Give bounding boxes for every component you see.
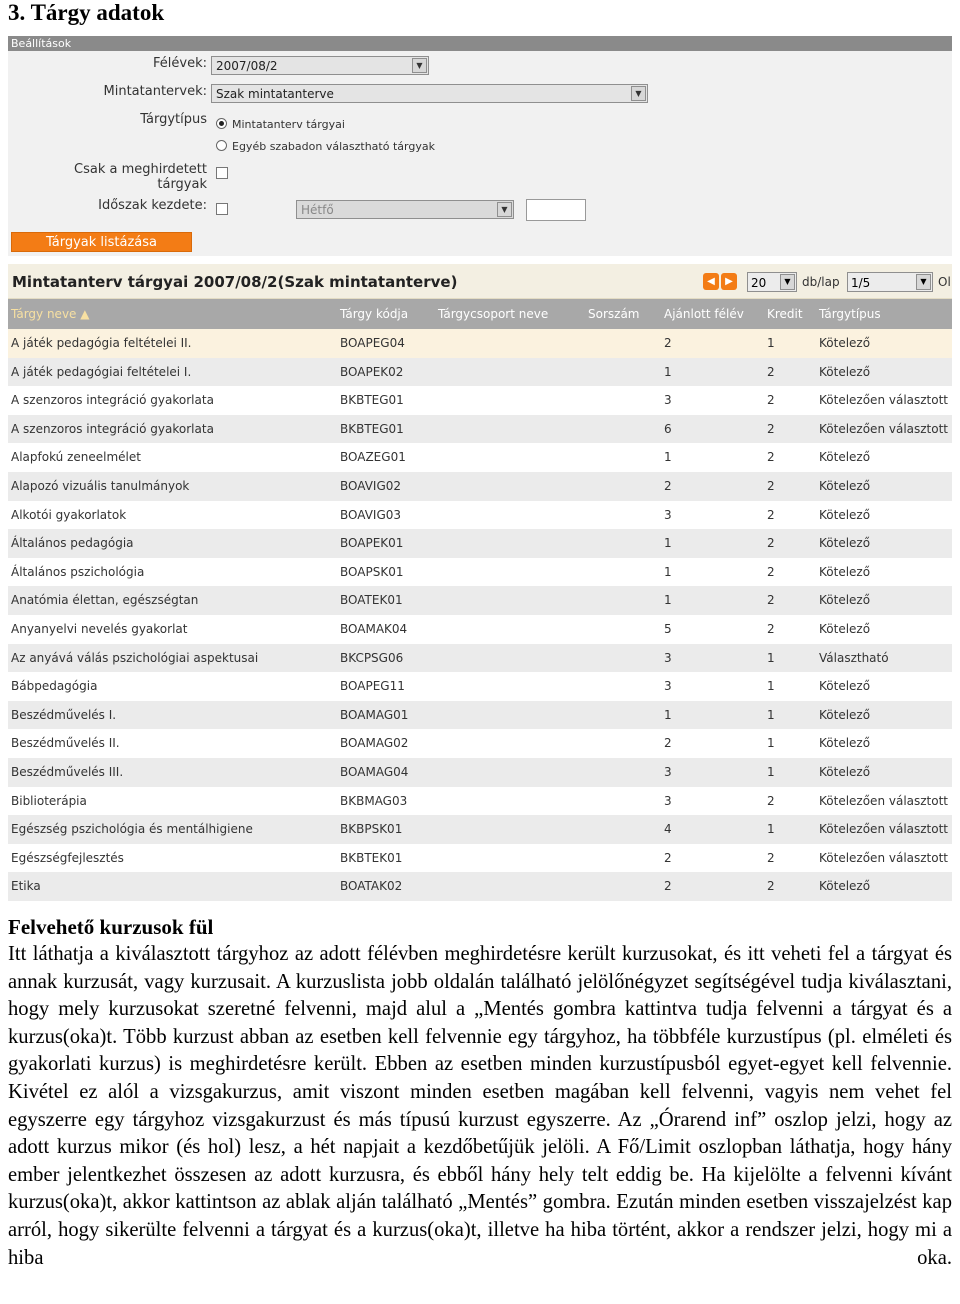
cell-credit: 2: [767, 421, 775, 436]
cell-subject-code: BKBMAG03: [340, 793, 408, 808]
cell-subject-name: Egészség pszichológia és mentálhigiene: [11, 822, 253, 837]
cell-subject-type: Kötelezően választott: [819, 393, 949, 408]
cell-credit: 2: [767, 879, 775, 894]
cell-subject-type: Választható: [819, 650, 889, 665]
table-row[interactable]: [8, 529, 952, 558]
chevron-down-icon: ▼: [631, 86, 646, 101]
table-row[interactable]: [8, 443, 952, 472]
cell-subject-code: BKBTEG01: [340, 421, 404, 436]
table-row[interactable]: [8, 558, 952, 587]
cell-subject-type: Kötelezően választott: [819, 850, 949, 865]
cell-credit: 1: [767, 707, 775, 722]
period-start-label: Időszak kezdete:: [98, 198, 207, 213]
cell-recommended-semester: 3: [664, 793, 672, 808]
grid-column-header: [8, 299, 952, 329]
table-row[interactable]: [8, 415, 952, 444]
page-size-value: 20: [751, 276, 767, 290]
radio-elective-subjects[interactable]: [216, 140, 435, 154]
weekday-select-value: Hétfő: [301, 203, 334, 217]
cell-credit: 2: [767, 593, 775, 608]
cell-subject-code: BOAPSK01: [340, 564, 404, 579]
cell-credit: 2: [767, 793, 775, 808]
table-row[interactable]: [8, 329, 952, 358]
section-heading: 3. Tárgy adatok: [8, 0, 165, 25]
cell-subject-name: Egészségfejlesztés: [11, 850, 124, 865]
cell-recommended-semester: 1: [664, 450, 672, 465]
table-row[interactable]: [8, 729, 952, 758]
table-row[interactable]: [8, 872, 952, 901]
table-row[interactable]: [8, 386, 952, 415]
curriculum-select[interactable]: [211, 84, 648, 103]
table-row[interactable]: [8, 501, 952, 530]
table-row[interactable]: [8, 586, 952, 615]
cell-recommended-semester: 1: [664, 364, 672, 379]
grid-body: [8, 329, 952, 901]
cell-subject-type: Kötelező: [819, 364, 871, 379]
cell-subject-type: Kötelező: [819, 450, 871, 465]
page-select-value: 1/5: [851, 276, 871, 290]
cell-recommended-semester: 2: [664, 879, 672, 894]
col-subject-group[interactable]: Tárgycsoport neve: [438, 307, 549, 321]
cell-recommended-semester: 1: [664, 536, 672, 551]
cell-credit: 2: [767, 364, 775, 379]
cut-off-label: Ol: [938, 275, 951, 289]
chevron-down-icon: ▼: [497, 202, 512, 217]
cell-subject-type: Kötelező: [819, 621, 871, 636]
cell-subject-name: Anyanyelvi nevelés gyakorlat: [11, 621, 188, 636]
cell-subject-name: A játék pedagógiai feltételei I.: [11, 364, 192, 379]
cell-subject-name: Alkotói gyakorlatok: [11, 507, 127, 522]
grid-header-bar: [8, 264, 952, 299]
col-subject-type[interactable]: Tárgytípus: [819, 307, 881, 321]
cell-subject-code: BOAMAG04: [340, 764, 409, 779]
curriculum-label: Mintatantervek:: [103, 84, 207, 99]
table-row[interactable]: [8, 701, 952, 730]
chevron-down-icon: ▼: [412, 58, 427, 73]
table-row[interactable]: [8, 815, 952, 844]
section-title: Felvehető kurzusok fül: [8, 915, 214, 939]
cell-subject-code: BOATEK01: [340, 593, 403, 608]
cell-recommended-semester: 2: [664, 336, 672, 350]
cell-recommended-semester: 3: [664, 650, 672, 665]
cell-subject-type: Kötelező: [819, 564, 871, 579]
cell-subject-code: BOAPEG04: [340, 336, 405, 350]
cell-subject-name: A szenzoros integráció gyakorlata: [11, 393, 214, 408]
cell-credit: 2: [767, 564, 775, 579]
cell-credit: 2: [767, 850, 775, 865]
radio-curriculum-subjects[interactable]: [216, 118, 345, 132]
curriculum-select-value: Szak mintatanterve: [216, 87, 334, 101]
table-row[interactable]: [8, 672, 952, 701]
cell-recommended-semester: 5: [664, 621, 672, 636]
cell-recommended-semester: 3: [664, 679, 672, 694]
cell-recommended-semester: 1: [664, 707, 672, 722]
cell-subject-type: Kötelező: [819, 736, 871, 751]
cell-credit: 2: [767, 478, 775, 493]
cell-recommended-semester: 2: [664, 736, 672, 751]
page-size-select[interactable]: [747, 272, 797, 292]
grid-title: Mintatanterv tárgyai 2007/08/2(Szak mintatanterve): [12, 273, 458, 291]
next-page-icon[interactable]: ▶: [721, 273, 737, 290]
period-start-checkbox[interactable]: [216, 203, 228, 215]
cell-subject-name: Alapfokú zeneelmélet: [11, 450, 141, 465]
cell-subject-code: BOAPEK01: [340, 536, 404, 551]
col-sequence[interactable]: Sorszám: [588, 307, 640, 321]
cell-subject-code: BOAMAG02: [340, 736, 409, 751]
per-page-label: db/lap: [802, 275, 840, 289]
cell-recommended-semester: 2: [664, 478, 672, 493]
semester-select[interactable]: [211, 56, 429, 75]
radio-option-label: Egyéb szabadon választható tárgyak: [232, 140, 435, 153]
table-row[interactable]: [8, 472, 952, 501]
cell-subject-code: BOAZEG01: [340, 450, 406, 465]
cell-subject-type: Kötelező: [819, 679, 871, 694]
cell-credit: 2: [767, 393, 775, 408]
cell-subject-type: Kötelező: [819, 336, 871, 350]
cell-subject-code: BKBTEK01: [340, 850, 403, 865]
list-subjects-button[interactable]: Tárgyak listázása: [11, 232, 192, 252]
cell-credit: 1: [767, 650, 775, 665]
subjects-grid: [8, 264, 952, 902]
col-recommended-semester[interactable]: Ajánlott félév: [664, 307, 744, 321]
cell-subject-name: Alapozó vizuális tanulmányok: [11, 478, 190, 493]
cell-subject-type: Kötelező: [819, 507, 871, 522]
subject-type-label: Tárgytípus: [140, 112, 207, 127]
semester-label: Félévek:: [153, 56, 207, 71]
cell-credit: 2: [767, 621, 775, 636]
cell-recommended-semester: 3: [664, 507, 672, 522]
col-credit[interactable]: Kredit: [767, 307, 803, 321]
cell-subject-code: BOAPEK02: [340, 364, 404, 379]
table-row[interactable]: [8, 358, 952, 387]
cell-credit: 1: [767, 736, 775, 751]
cell-recommended-semester: 3: [664, 393, 672, 408]
cell-subject-type: Kötelező: [819, 879, 871, 894]
cell-subject-name: Beszédművelés III.: [11, 764, 124, 779]
semester-select-value: 2007/08/2: [216, 59, 278, 73]
chevron-down-icon: ▼: [780, 274, 795, 290]
cell-recommended-semester: 2: [664, 850, 672, 865]
cell-subject-code: BOAMAG01: [340, 707, 409, 722]
cell-subject-name: Bábpedagógia: [11, 679, 98, 694]
cell-credit: 1: [767, 679, 775, 694]
cell-subject-name: Az anyává válás pszichológiai aspektusai: [11, 650, 259, 665]
cell-subject-name: Általános pszichológia: [11, 564, 145, 579]
table-row[interactable]: [8, 758, 952, 787]
cell-credit: 1: [767, 336, 775, 350]
cell-recommended-semester: 1: [664, 564, 672, 579]
cell-credit: 2: [767, 507, 775, 522]
radio-selected-icon: [216, 118, 227, 129]
cell-credit: 1: [767, 764, 775, 779]
cell-subject-code: BOAVIG03: [340, 507, 402, 522]
cell-subject-type: Kötelező: [819, 764, 871, 779]
chevron-down-icon: ▼: [916, 274, 931, 290]
cell-subject-code: BKBTEG01: [340, 393, 404, 408]
cell-subject-code: BOAPEG11: [340, 679, 405, 694]
cell-credit: 2: [767, 536, 775, 551]
cell-subject-code: BOAVIG02: [340, 478, 402, 493]
cell-subject-type: Kötelező: [819, 707, 871, 722]
radio-unselected-icon: [216, 140, 227, 151]
cell-subject-name: Beszédművelés I.: [11, 707, 117, 722]
table-row[interactable]: [8, 644, 952, 673]
cell-subject-type: Kötelező: [819, 536, 871, 551]
cell-subject-type: Kötelezően választott: [819, 793, 949, 808]
cell-subject-code: BOAMAK04: [340, 621, 408, 636]
cell-credit: 1: [767, 822, 775, 837]
table-row[interactable]: [8, 787, 952, 816]
cell-subject-type: Kötelezően választott: [819, 421, 949, 436]
radio-option-label: Mintatanterv tárgyai: [232, 118, 345, 131]
cell-subject-code: BKCPSG06: [340, 650, 404, 665]
cell-subject-name: Anatómia élettan, egészségtan: [11, 593, 199, 608]
period-time-input[interactable]: [526, 199, 586, 221]
prev-page-icon[interactable]: ◀: [703, 273, 719, 290]
cell-subject-type: Kötelezően választott: [819, 822, 949, 837]
page-select[interactable]: [847, 272, 933, 292]
cell-subject-code: BKBPSK01: [340, 822, 403, 837]
cell-subject-code: BOATAK02: [340, 879, 403, 894]
table-row[interactable]: [8, 615, 952, 644]
cell-recommended-semester: 1: [664, 593, 672, 608]
cell-subject-name: Etika: [11, 879, 41, 894]
cell-recommended-semester: 4: [664, 822, 672, 837]
cell-subject-name: A szenzoros integráció gyakorlata: [11, 421, 214, 436]
settings-panel: [8, 36, 952, 256]
cell-subject-name: Általános pedagógia: [11, 536, 134, 551]
cell-recommended-semester: 6: [664, 421, 672, 436]
cell-subject-name: Biblioterápia: [11, 793, 87, 808]
cell-subject-name: A játék pedagógia feltételei II.: [11, 336, 192, 350]
cell-subject-type: Kötelező: [819, 478, 871, 493]
weekday-select[interactable]: [296, 200, 514, 219]
announced-only-checkbox[interactable]: [216, 167, 228, 179]
settings-title-bar: Beállítások: [8, 36, 952, 51]
col-subject-code[interactable]: Tárgy kódja: [340, 307, 409, 321]
col-subject-name[interactable]: Tárgy neve ▲: [11, 307, 90, 321]
body-paragraph: Itt láthatja a kiválasztott tárgyhoz az adott félévben meghirdetésre került kurzusokat, és itt veheti fel a tárgyat és annak kurzusát, vagy kurzusait. A kurzuslista jobb oldalán található jelölőnégyzet segítségével tudja kiválasztani, hogy mely kurzusokat szeretné felvenni, majd alul a „Mentés gombra kattintva tudja felvenni a tárgyat és a kurzus(oka)t. Több kurzust abban az esetben kell felvennie egy tárgyhoz, ha többféle kurzustípus (pl. elméleti és gyakorlati kurzus) is meghirdetésre került. Ebben az esetben minden kurzustípusból egyet-egyet kell felvennie. Kivétel ez alól a vizsgakurzus, amit viszont minden esetben magában kell felvenni, vagyis nem vehet fel egyszerre egy tárgyhoz vizsgakurzust és más típusú kurzust egyszerre. Az „Órarend inf” oszlop jelzi, hogy az adott kurzus mikor (és hol) lesz, a hét napjait a kezdőbetűjük jelöli. A Fő/Limit oszlopban láthatja, hogy hány ember jelentkezhet összesen az adott kurzusra, és ebből hány hely telt eddig be. Ha kijelölte a felvenni kívánt kurzus(oka)t, akkor kattintson az ablak alján található „Mentés” gombra. Ezután minden esetben visszajelzést kap arról, hogy sikerülte felvenni a tárgyat és a kurzus(oka)t, illetve ha hiba történt, akkor a rendszer jelzi, hogy mi a hiba oka.: [8, 943, 952, 1269]
table-row[interactable]: [8, 844, 952, 873]
cell-subject-type: Kötelező: [819, 593, 871, 608]
cell-recommended-semester: 3: [664, 764, 672, 779]
announced-only-label-line2: tárgyak: [157, 177, 207, 192]
cell-credit: 2: [767, 450, 775, 465]
announced-only-label-line1: Csak a meghirdetett: [74, 162, 207, 177]
cell-subject-name: Beszédművelés II.: [11, 736, 120, 751]
